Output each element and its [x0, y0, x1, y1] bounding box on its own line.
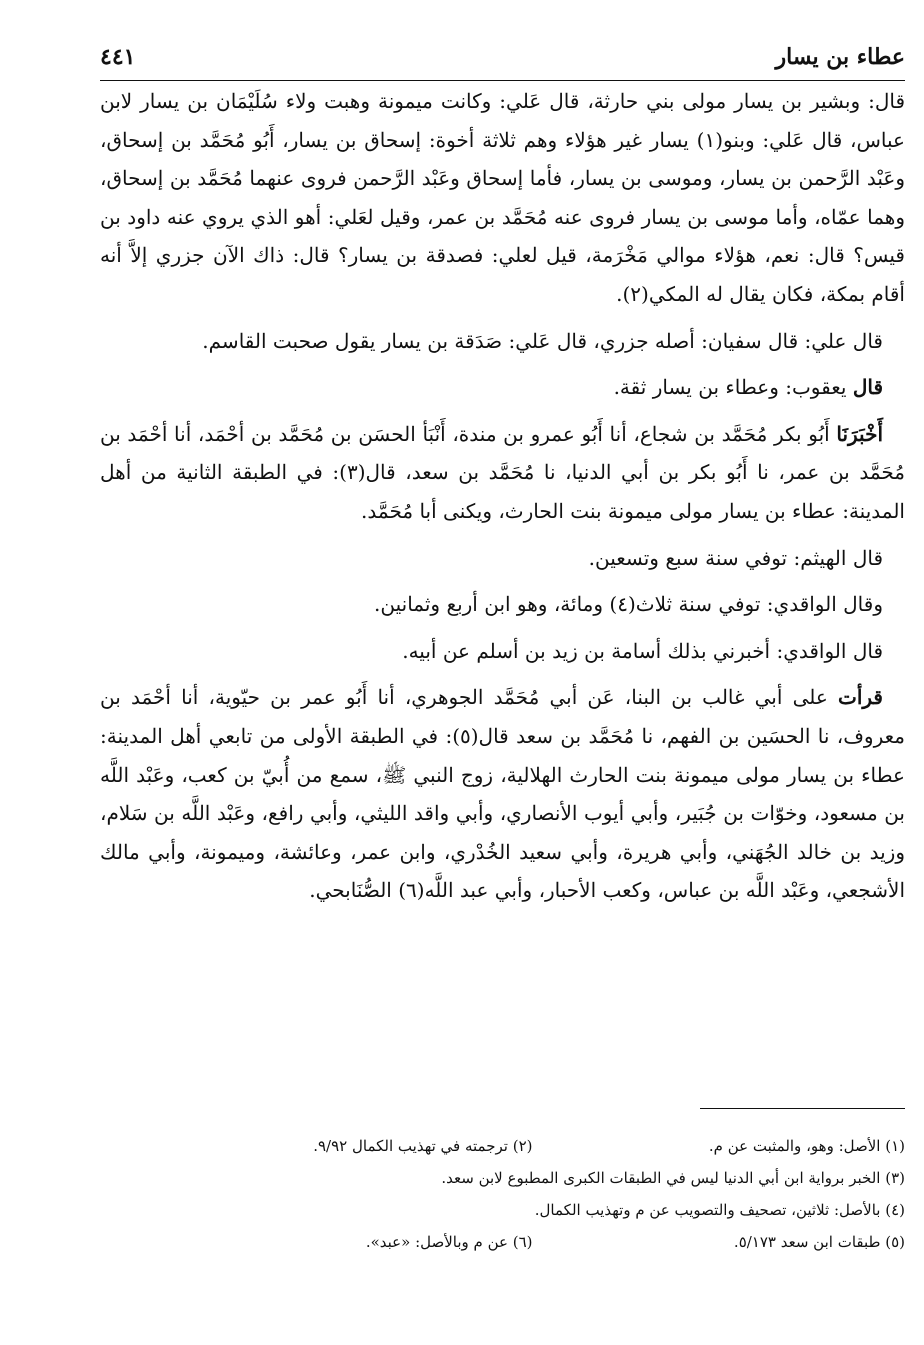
paragraph-text: على أبي غالب بن البنا، عَن أبي مُحَمَّد الجوهري، أنا أَبُو عمر بن حيّوية، أنا أحْمَد بن معروف، نا الحسَين بن الفهم، نا مُحَمَّد بن سعد قال(٥): في الطبقة الأولى من تابعي أهل المدينة: عطاء بن يسار مولى ميمونة بنت الحارث الهلالية، زوج النبي ﷺ، سمع من أُبيّ بن كعب، وعَبْد اللَّه بن مسعود، وخوّات بن جُبَير، وأبي أيوب الأنصاري، وأبي واقد الليثي، وأبي رافع، وعَبْد اللَّه بن سَلام، وزيد بن خالد الجُهَني، وأبي هريرة، وأبي سعيد الخُدْري، وابن عمر، وعائشة، وميمونة، وأبي مالك الأشجعي، وعَبْد اللَّه بن عباس، وكعب الأحبار، وأبي عبد اللَّه(٦) الصُّنَابحي.	[100, 685, 905, 903]
paragraph-text: وقال الواقدي: توفي سنة ثلاث(٤) ومائة، وهو ابن أربع وثمانين.	[374, 592, 883, 617]
paragraph	[100, 415, 905, 531]
paragraph-lead: قال	[852, 375, 883, 400]
footnote-1: (١) الأصل: وهو، والمثبت عن م.	[708, 1137, 905, 1155]
running-title: عطاء بن يسار	[775, 44, 905, 70]
paragraph-text: قال الواقدي: أخبرني بذلك أسامة بن زيد بن أسلم عن أبيه.	[402, 638, 883, 663]
paragraph	[100, 632, 905, 671]
footnote-row	[160, 1194, 905, 1226]
paragraph-lead: قرأت	[838, 685, 883, 710]
footnote-row	[160, 1130, 905, 1162]
paragraph-text: قال الهيثم: توفي سنة سبع وتسعين.	[588, 545, 883, 570]
page-header	[100, 40, 905, 81]
paragraph	[100, 585, 905, 624]
paragraph	[100, 368, 905, 407]
paragraph-text: قال علي: قال سفيان: أصله جزري، قال عَلي: صَدَقة بن يسار يقول صحبت القاسم.	[202, 328, 883, 353]
paragraph-text: أَبُو بكر مُحَمَّد بن شجاع، أنا أَبُو عمرو بن مندة، أَنْبَأ الحسَن بن مُحَمَّد بن أحْمَد، أنا أحْمَد بن مُحَمَّد بن عمر، نا أَبُو بكر بن أبي الدنيا، نا مُحَمَّد بن سعد، قال(٣): في الطبقة الثانية من أهل المدينة: عطاء بن يسار مولى ميمونة بنت الحارث، ويكنى أبا مُحَمَّد.	[100, 421, 906, 523]
page-number: ٤٤١	[100, 44, 136, 70]
footnote-row	[160, 1226, 905, 1258]
footnotes	[160, 1130, 905, 1258]
footnote-4: (٤) بالأصل: ثلاثين، تصحيف والتصويب عن م وتهذيب الكمال.	[534, 1201, 905, 1219]
paragraph	[100, 539, 905, 578]
footnote-separator	[700, 1108, 905, 1109]
paragraph-text: يعقوب: وعطاء بن يسار ثقة.	[613, 375, 853, 400]
paragraph	[100, 82, 905, 314]
paragraph-lead: أَخْبَرَنَا	[836, 421, 883, 446]
paragraph	[100, 678, 905, 910]
footnote-6: (٦) عن م وبالأصل: «عبد».	[365, 1233, 533, 1251]
body-text	[100, 82, 905, 918]
footnote-2: (٢) ترجمته في تهذيب الكمال ٩/٩٢.	[313, 1137, 533, 1155]
footnote-row	[160, 1162, 905, 1194]
footnote-5: (٥) طبقات ابن سعد ٥/١٧٣.	[733, 1233, 905, 1251]
footnote-3: (٣) الخبر برواية ابن أبي الدنيا ليس في الطبقات الكبرى المطبوع لابن سعد.	[441, 1169, 905, 1187]
paragraph	[100, 322, 905, 361]
paragraph-text: قال: وبشير بن يسار مولى بني حارثة، قال عَلي: وكانت ميمونة وهبت ولاء سُلَيْمَان بن يسار لابن عباس، قال عَلي: وبنو(١) يسار غير هؤلاء وهم ثلاثة أخوة: إسحاق بن يسار، أَبُو مُحَمَّد بن إسحاق، وعَبْد الرَّحمن بن يسار، وموسى بن يسار، فأما إسحاق وعَبْد الرَّحمن فروى عنهما مُحَمَّد بن إسحاق، وهما عمّاه، وأما موسى بن يسار فروى عنه مُحَمَّد بن عمر، وقيل لعَلي: أهو الذي يروي عنه داود بن قيس؟ قال: نعم، هؤلاء موالي مَخْرَمة، قيل لعلي: فصدقة بن يسار؟ قال: ذاك الآن جزري إلاَّ أنه أقام بمكة، فكان يقال له المكي(٢).	[100, 89, 905, 306]
